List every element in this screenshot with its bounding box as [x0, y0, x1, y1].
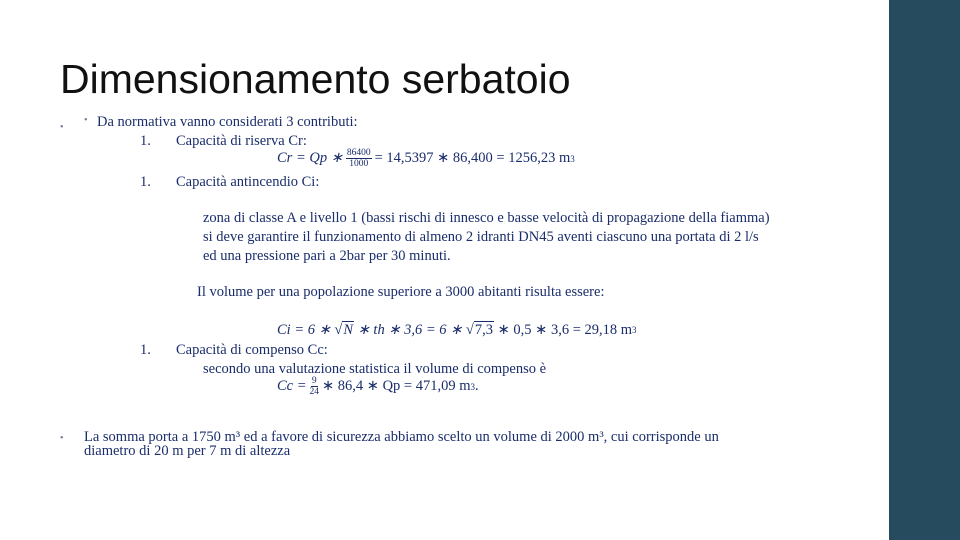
eq1-lhs: Cr = Qp ∗: [277, 150, 343, 166]
conclusion-line2: diametro di 20 m per 7 m di altezza: [84, 443, 291, 459]
eq3-rhs: ∗ 86,4 ∗ Qp = 471,09 m: [322, 378, 471, 394]
eq3-lhs: Cc =: [277, 378, 307, 394]
eq1-fraction: [346, 148, 372, 169]
equation-ci: [277, 321, 637, 339]
sqrt-symbol-1: √: [334, 321, 343, 338]
eq2-sqrt1: N: [343, 322, 354, 338]
fire-paragraph-line3: ed una pressione pari a 2bar per 30 minuti.: [203, 248, 451, 264]
eq1-numerator: 86400: [346, 148, 371, 158]
eq2-part-a: Ci = 6 ∗: [277, 321, 335, 338]
eq1-denominator: 1000: [349, 159, 369, 169]
eq2-part-c: ∗ 0,5 ∗ 3,6 = 29,18 m: [494, 321, 633, 338]
eq3-sup: 3: [470, 381, 476, 392]
item3-number: 1.: [140, 342, 151, 358]
equation-cc: [277, 376, 479, 397]
fire-paragraph-line1: zona di classe A e livello 1 (bassi rischi di innesco e basse velocità di propagazione della fiamma): [203, 210, 770, 226]
side-accent-bar: [889, 0, 960, 540]
conclusion-bullet: •: [60, 433, 64, 444]
conclusion-line1: La somma porta a 1750 m³ ed a favore di sicurezza abbiamo scelto un volume di 2000 m³, cui corrisponde un: [84, 429, 719, 445]
intro-text: Da normativa vanno considerati 3 contributi:: [97, 114, 358, 130]
eq2-part-b: ∗ th ∗ 3,6 = 6 ∗: [354, 321, 466, 338]
item1-number: 1.: [140, 133, 151, 149]
item1-label: Capacità di riserva Cr:: [176, 133, 307, 149]
volume-text: Il volume per una popolazione superiore a 3000 abitanti risulta essere:: [197, 284, 605, 300]
outer-bullet: •: [60, 122, 64, 133]
eq1-rhs: = 14,5397 ∗ 86,400 = 1256,23 m: [374, 150, 571, 166]
eq2-sqrt2: 7,3: [474, 322, 494, 338]
item2-label: Capacità antincendio Ci:: [176, 174, 320, 190]
slide-title: Dimensionamento serbatoio: [60, 56, 571, 102]
equation-cr: [277, 148, 575, 169]
eq3-fraction: [310, 376, 320, 397]
eq2-sup: 3: [632, 325, 637, 335]
eq3-numerator: 9: [311, 376, 317, 386]
item3-description: secondo una valutazione statistica il volume di compenso è: [203, 361, 547, 377]
eq1-sup: 3: [570, 153, 575, 164]
eq3-end: .: [475, 378, 479, 394]
item2-number: 1.: [140, 174, 151, 190]
sqrt-symbol-2: √: [465, 321, 474, 338]
item3-label: Capacità di compenso Cc:: [176, 342, 328, 358]
inner-bullet: •: [84, 115, 88, 126]
fire-paragraph-line2: si deve garantire il funzionamento di almeno 2 idranti DN45 aventi ciascuno una portata di 2 l/s: [203, 229, 759, 245]
eq3-denominator: 24: [309, 387, 320, 397]
